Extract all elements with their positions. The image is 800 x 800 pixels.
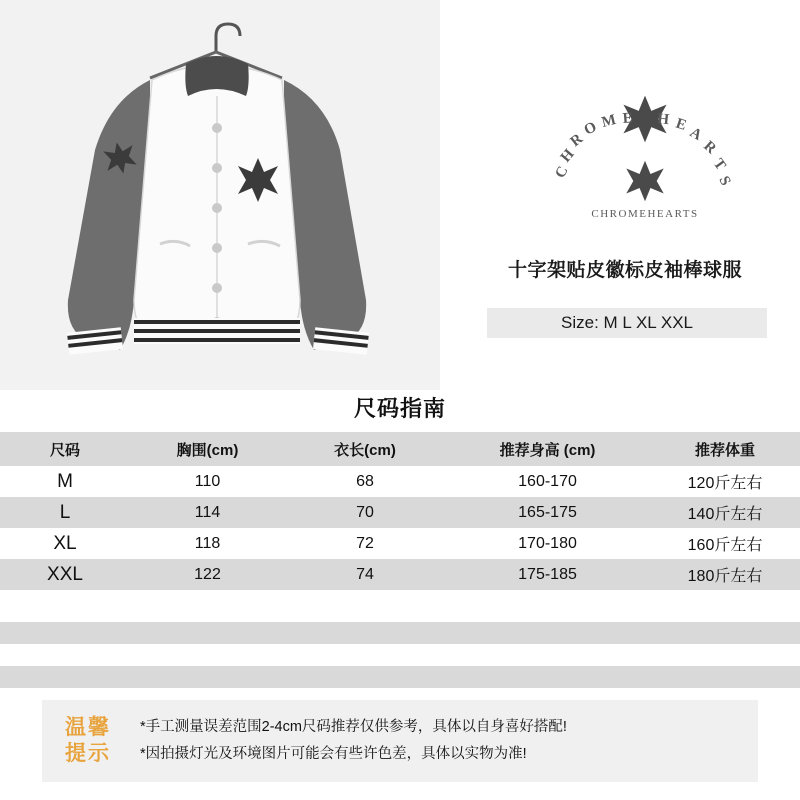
size-availability-badge: Size: M L XL XXL: [487, 308, 767, 338]
cell-size: L: [59, 501, 71, 523]
svg-text:H: H: [656, 111, 670, 129]
table-row: [0, 528, 800, 559]
svg-text:S: S: [715, 173, 734, 189]
cell-size: M: [57, 470, 73, 492]
svg-text:E: E: [622, 110, 634, 127]
column-header-weight: 推荐体重: [694, 441, 755, 459]
table-row: [0, 497, 800, 528]
svg-text:E: E: [673, 115, 689, 134]
cell-height: 170-180: [518, 534, 577, 552]
cell-weight: 120斤左右: [687, 475, 763, 492]
cell-weight: 160斤左右: [687, 537, 763, 554]
svg-text:A: A: [687, 124, 705, 144]
cell-bust: 122: [194, 565, 221, 583]
table-header-row: [0, 432, 800, 466]
notice-badge: [42, 700, 134, 782]
notice-badge-line2: 提示: [65, 742, 111, 765]
cell-weight: 140斤左右: [687, 506, 763, 523]
svg-text:R: R: [567, 130, 587, 151]
cell-size: XL: [53, 532, 77, 554]
cell-height: 160-170: [518, 472, 577, 490]
cell-bust: 118: [194, 534, 221, 552]
notice-line-2: *因拍摄灯光及环境图片可能会有些许色差，具体以实物为准!: [140, 746, 527, 762]
cell-height: 165-175: [518, 503, 577, 521]
notice-panel: [42, 700, 758, 782]
column-header-length: 衣长(cm): [334, 441, 396, 459]
cell-bust: 114: [194, 503, 221, 521]
cell-length: 74: [356, 565, 374, 583]
cell-bust: 110: [194, 472, 221, 490]
svg-text:O: O: [581, 119, 600, 139]
chrome-hearts-cross-logo: [545, 83, 745, 223]
cell-size: XXL: [47, 563, 83, 585]
product-photo: [0, 0, 440, 390]
varsity-jacket-illustration: [0, 0, 440, 390]
cell-length: 72: [356, 534, 374, 552]
table-row: [0, 559, 800, 590]
cell-height: 175-185: [518, 565, 577, 583]
product-title: 十字架贴皮徽标皮袖棒球服: [507, 260, 742, 281]
notice-line-1: *手工测量误差范围2-4cm尺码推荐仅供参考，具体以自身喜好搭配!: [140, 719, 567, 736]
decorative-band: [0, 666, 800, 688]
brand-logo: [540, 78, 750, 228]
svg-text:C: C: [552, 163, 572, 181]
decorative-band: [0, 622, 800, 644]
svg-text:R: R: [700, 138, 720, 158]
column-header-bust: 胸围(cm): [176, 441, 239, 459]
notice-text: [134, 714, 758, 768]
cell-length: 68: [356, 472, 374, 490]
svg-text:T: T: [709, 155, 729, 174]
column-header-height: 推荐身高 (cm): [499, 441, 596, 459]
size-guide-heading: 尺码指南: [353, 396, 446, 421]
cell-length: 70: [356, 503, 374, 521]
size-table: [0, 432, 800, 590]
svg-text:M: M: [600, 111, 618, 131]
brand-subtext: CHROMEHEARTS: [591, 208, 699, 220]
table-row: [0, 466, 800, 497]
svg-text:H: H: [557, 146, 578, 166]
column-header-size: 尺码: [49, 441, 80, 459]
notice-badge-line1: 温馨: [65, 715, 111, 739]
cell-weight: 180斤左右: [687, 568, 763, 585]
